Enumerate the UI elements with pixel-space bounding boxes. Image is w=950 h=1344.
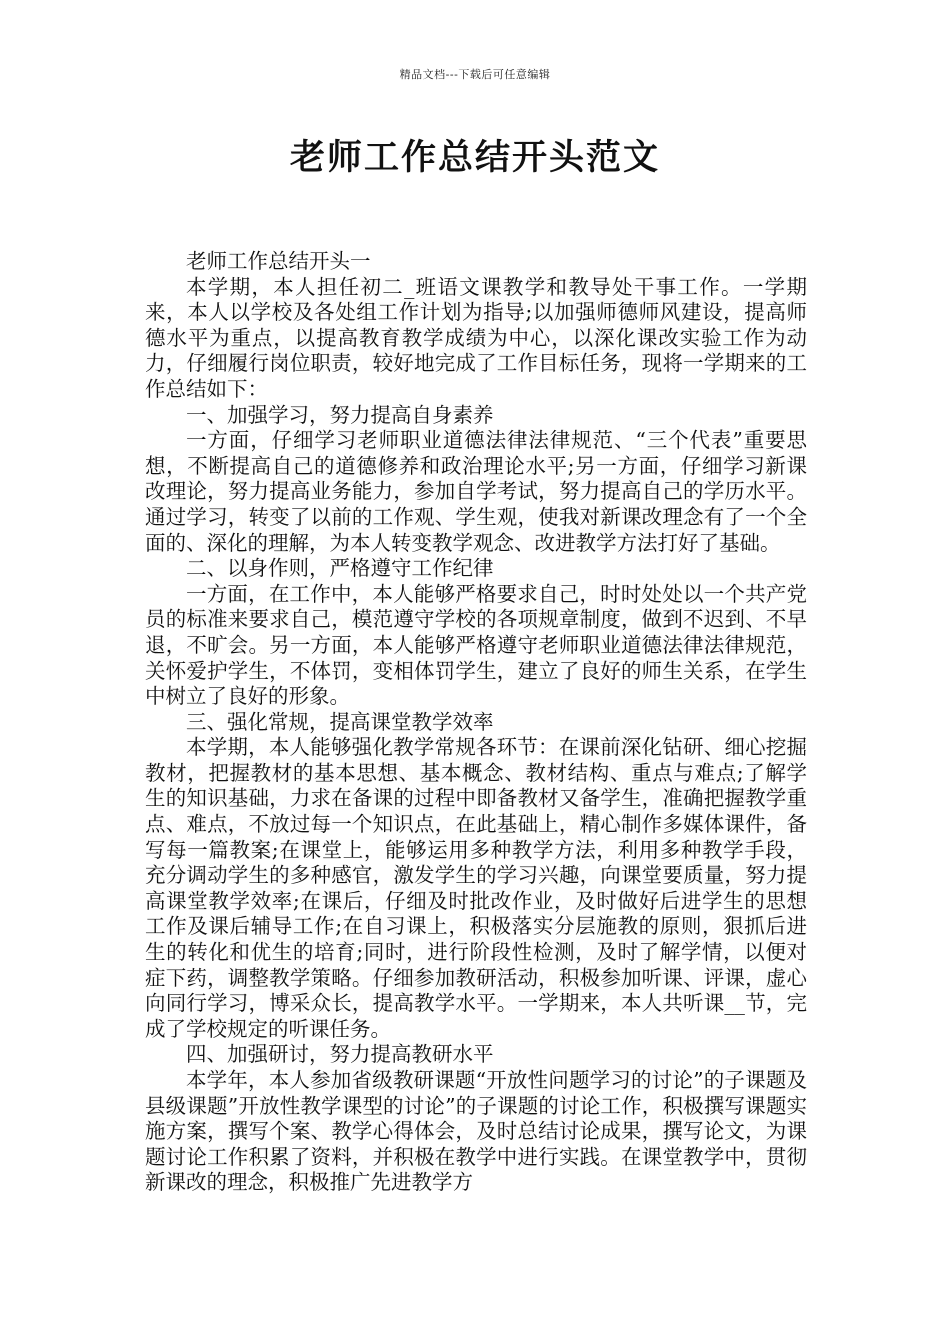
paragraph: 本学期，本人担任初二_班语文课教学和教导处干事工作。一学期来，本人以学校及各处组工作计划为指导;以加强师德师风建设，提高师德水平为重点，以提高教育教学成绩为中心，以深化课改实验工作为动力，仔细履行岗位职责，较好地完成了工作目标任务，现将一学期来的工作总结如下： bbox=[145, 274, 807, 401]
paragraph: 本学期，本人能够强化教学常规各环节：在课前深化钻研、细心挖掘教材，把握教材的基本思想、基本概念、教材结构、重点与难点;了解学生的知识基础，力求在备课的过程中即备教材又备学生，准确把握教学重点、难点，不放过每一个知识点，在此基础上，精心制作多媒体课件，备写每一篇教案;在课堂上，能够运用多种教学方法，利用多种教学手段，充分调动学生的多种感官，激发学生的学习兴趣，向课堂要质量，努力提高课堂教学效率;在课后，仔细及时批改作业，及时做好后进学生的思想工作及课后辅导工作;在自习课上，积极落实分层施教的原则，狠抓后进生的转化和优生的培育;同时，进行阶段性检测，及时了解学情，以便对症下药，调整教学策略。仔细参加教研活动，积极参加听课、评课，虚心向同行学习，博采众长，提高教学水平。一学期来，本人共听课__节，完成了学校规定的听课任务。 bbox=[145, 735, 807, 1041]
document-body bbox=[145, 249, 807, 1196]
document-title: 老师工作总结开头范文 bbox=[289, 138, 660, 178]
section-heading: 老师工作总结开头一 bbox=[186, 249, 371, 273]
paragraph: 一方面，仔细学习老师职业道德法律法律规范、“三个代表”重要思想，不断提高自己的道德修养和政治理论水平;另一方面，仔细学习新课改理论，努力提高业务能力，参加自学考试，努力提高自己的学历水平。通过学习，转变了以前的工作观、学生观，使我对新课改理念有了一个全面的、深化的理解，为本人转变教学观念、改进教学方法打好了基础。 bbox=[145, 428, 807, 555]
paragraph: 本学年，本人参加省级教研课题“开放性问题学习的讨论”的子课题及县级课题”开放性教学课型的讨论”的子课题的讨论工作，积极撰写课题实施方案，撰写个案、教学心得体会，及时总结讨论成果，撰写论文，为课题讨论工作积累了资料，并积极在教学中进行实践。在课堂教学中，贯彻新课改的理念，积极推广先进教学方 bbox=[145, 1068, 807, 1195]
section-heading: 二、以身作则，严格遵守工作纪律 bbox=[186, 556, 494, 581]
section-heading: 一、加强学习，努力提高自身素养 bbox=[186, 402, 494, 427]
section-heading: 四、加强研讨，努力提高教研水平 bbox=[186, 1042, 494, 1067]
header-note: 精品文档---下载后可任意编辑 bbox=[399, 68, 551, 81]
section-heading: 三、强化常规，提高课堂教学效率 bbox=[186, 709, 494, 734]
paragraph: 一方面，在工作中，本人能够严格要求自己，时时处处以一个共产党员的标准来要求自己，模范遵守学校的各项规章制度，做到不迟到、不早退，不旷会。另一方面，本人能够严格遵守老师职业道德法律法律规范，关怀爱护学生，不体罚，变相体罚学生，建立了良好的师生关系，在学生中树立了良好的形象。 bbox=[145, 581, 807, 709]
